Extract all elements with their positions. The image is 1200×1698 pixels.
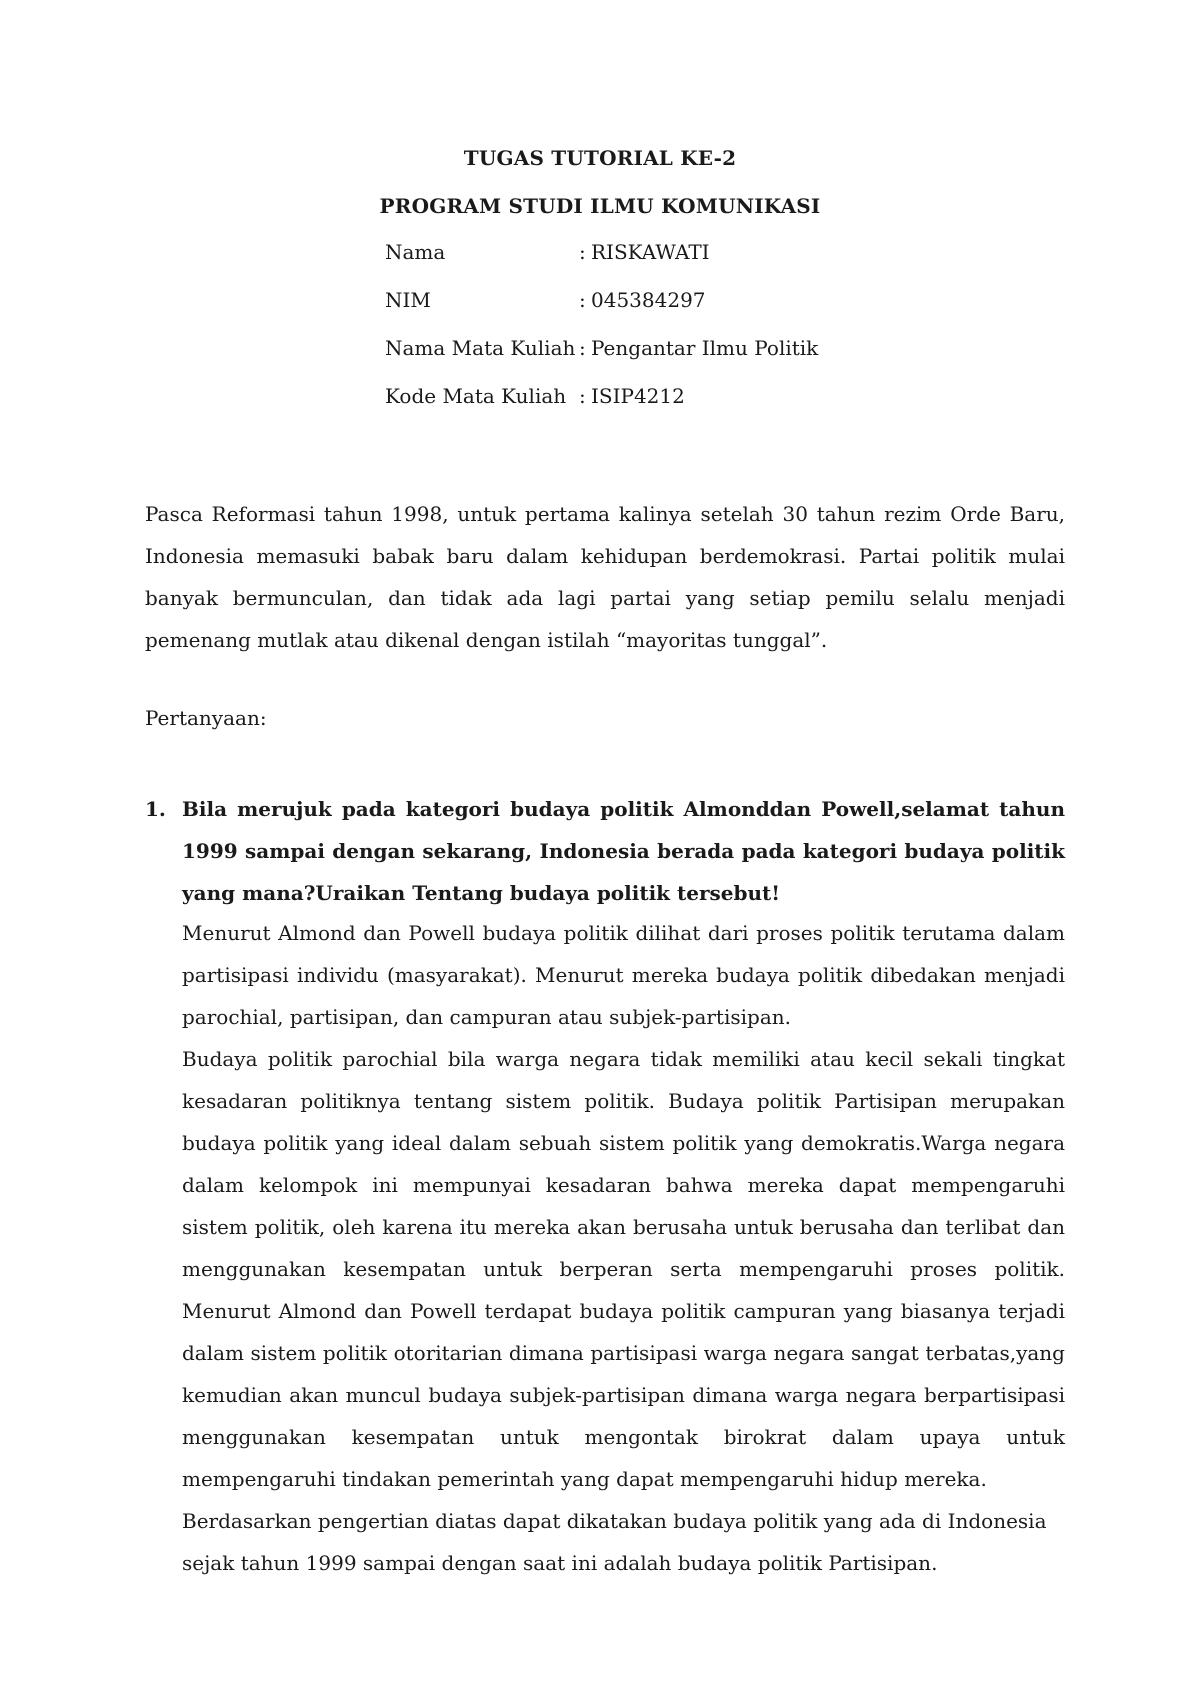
answer-paragraph-2: Budaya politik parochial bila warga negara tidak memiliki atau kecil sekali tingkat kesadaran politiknya tentang sistem politik. Budaya politik Partisipan merupakan budaya politik yang ideal dalam sebuah sistem politik yang demokratis.Warga negara dalam kelompok ini mempunyai kesadaran bahwa mereka dapat mempengaruhi sistem politik, oleh karena itu mereka akan berusaha untuk berusaha dan terlibat dan menggunakan kesempatan untuk berperan serta mempengaruhi proses politik. Menurut Almond dan Powell terdapat budaya politik campuran yang biasanya terjadi dalam sistem politik otoritarian dimana partisipasi warga negara sangat terbatas,yang kemudian akan muncul budaya subjek-partisipan dimana warga negara berpartisipasi menggunakan kesempatan untuk mengontak birokrat dalam upaya untuk mempengaruhi tindakan pemerintah yang dapat mempengaruhi hidup mereka. [182, 1047, 1065, 1491]
info-label: NIM [385, 288, 431, 312]
info-label: Nama Mata Kuliah [385, 336, 576, 360]
question-number: 1. [145, 797, 166, 821]
info-value: ISIP4212 [591, 384, 685, 408]
info-row-kode [385, 384, 818, 432]
info-row-mata-kuliah [385, 336, 818, 384]
info-row-nama [385, 240, 818, 288]
questions-heading: Pertanyaan: [145, 706, 267, 730]
info-label: Nama [385, 240, 446, 264]
answer-paragraph-1: Menurut Almond dan Powell budaya politik dilihat dari proses politik terutama dalam partisipasi individu (masyarakat). Menurut mereka budaya politik dibedakan menjadi parochial, partisipan, dan campuran atau subjek-partisipan. [182, 921, 1065, 1029]
program-title: PROGRAM STUDI ILMU KOMUNIKASI [379, 194, 821, 218]
info-separator: : [579, 240, 586, 264]
info-separator: : [579, 336, 586, 360]
question-1 [145, 788, 1065, 914]
info-separator: : [579, 288, 586, 312]
intro-paragraph: Pasca Reformasi tahun 1998, untuk pertama kalinya setelah 30 tahun rezim Orde Baru, Indonesia memasuki babak baru dalam kehidupan berdemokrasi. Partai politik mulai banyak bermunculan, dan tidak ada lagi partai yang setiap pemilu selalu menjadi pemenang mutlak atau dikenal dengan istilah “mayoritas tunggal”. [145, 502, 1065, 652]
answer-conclusion-line-2: sejak tahun 1999 sampai dengan saat ini adalah budaya politik Partisipan. [182, 1551, 938, 1575]
document-title: TUGAS TUTORIAL KE-2 [463, 146, 737, 170]
info-value: 045384297 [591, 288, 706, 312]
info-value: RISKAWATI [591, 240, 710, 264]
question-text: Bila merujuk pada kategori budaya politik Almonddan Powell,selamat tahun 1999 sampai dengan sekarang, Indonesia berada pada kategori budaya politik yang mana?Uraikan Tentang budaya politik tersebut! [182, 797, 1065, 905]
info-row-nim [385, 288, 818, 336]
info-label: Kode Mata Kuliah [385, 384, 567, 408]
student-info [385, 240, 818, 432]
answer-conclusion-line-1: Berdasarkan pengertian diatas dapat dikatakan budaya politik yang ada di Indonesia [182, 1509, 1047, 1533]
answer-paragraph-3 [182, 1500, 1065, 1584]
info-separator: : [579, 384, 586, 408]
info-value: Pengantar Ilmu Politik [591, 336, 819, 360]
